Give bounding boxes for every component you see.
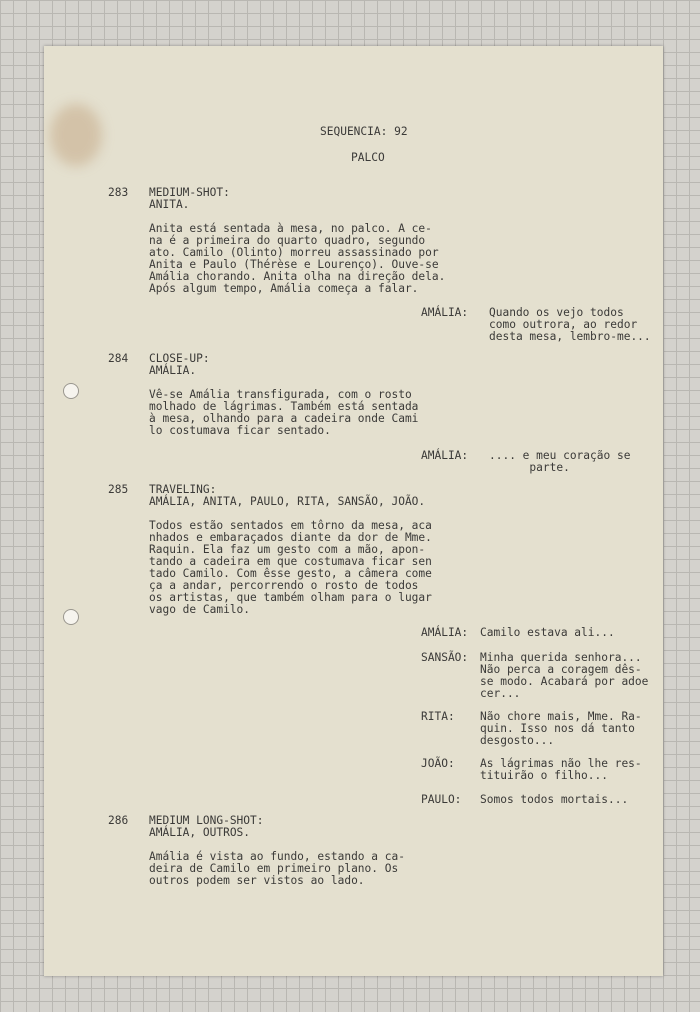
shot-type: CLOSE-UP: (149, 352, 210, 365)
scene-number: 284 (108, 352, 129, 365)
dialogue-speaker: AMÁLIA: (421, 626, 469, 639)
dialogue-speaker: AMÁLIA: (421, 306, 469, 319)
action-line: vago de Camilo. (149, 603, 251, 616)
dialogue-line: Não chore mais, Mme. Ra- (480, 710, 642, 723)
action-line: outros podem ser vistos ao lado. (149, 874, 365, 887)
action-line: ato. Camilo (Olinto) morreu assassinado por (149, 246, 439, 259)
shot-type: TRAVELING: (149, 483, 217, 496)
action-line: Após algum tempo, Amália começa a falar. (149, 282, 419, 295)
action-line: Anita está sentada à mesa, no palco. A ce- (149, 222, 432, 235)
dialogue-line: Minha querida senhora... (480, 651, 642, 664)
action-line: Todos estão sentados em tôrno da mesa, aca (149, 519, 432, 532)
scene-number: 283 (108, 186, 129, 199)
action-line: deira de Camilo em primeiro plano. Os (149, 862, 399, 875)
action-line: nhados e embaraçados diante da dor de Mme. (149, 531, 432, 544)
dialogue-line: como outrora, ao redor (489, 318, 638, 331)
action-line: molhado de lágrimas. Também está sentada (149, 400, 419, 413)
action-line: Amália é vista ao fundo, estando a ca- (149, 850, 405, 863)
action-line: os artistas, que também olham para o lugar (149, 591, 432, 604)
dialogue-line: Não perca a coragem dês- (480, 663, 642, 676)
dialogue-line: cer... (480, 687, 521, 700)
action-line: Vê-se Amália transfigurada, com o rosto (149, 388, 412, 401)
shot-type: MEDIUM LONG-SHOT: (149, 814, 264, 827)
dialogue-speaker: RITA: (421, 710, 455, 723)
shot-type: MEDIUM-SHOT: (149, 186, 230, 199)
dialogue-line: quin. Isso nos dá tanto (480, 722, 635, 735)
scene-characters: AMÁLIA, OUTROS. (149, 826, 251, 839)
paper-stain (50, 104, 102, 166)
sequence-heading: SEQUENCIA: 92 (320, 125, 408, 138)
dialogue-line: se modo. Acabará por adoe (480, 675, 649, 688)
action-line: tando a cadeira em que costumava ficar sen (149, 555, 432, 568)
dialogue-line: parte. (489, 461, 570, 474)
scene-number: 285 (108, 483, 129, 496)
action-line: Raquin. Ela faz um gesto com a mão, apon- (149, 543, 426, 556)
action-line: à mesa, olhando para a cadeira onde Cami (149, 412, 419, 425)
dialogue-speaker: AMÁLIA: (421, 449, 469, 462)
action-line: Anita e Paulo (Thérèse e Lourenço). Ouve-se (149, 258, 439, 271)
typewritten-page (44, 46, 663, 976)
dialogue-line: tituirão o filho... (480, 769, 608, 782)
dialogue-line: desta mesa, lembro-me... (489, 330, 651, 343)
dialogue-line: Quando os vejo todos (489, 306, 624, 319)
action-line: lo costumava ficar sentado. (149, 424, 331, 437)
action-line: na é a primeira do quarto quadro, segundo (149, 234, 426, 247)
scene-characters: AMÁLIA. (149, 364, 197, 377)
dialogue-line: As lágrimas não lhe res- (480, 757, 642, 770)
dialogue-line: Somos todos mortais... (480, 793, 629, 806)
punch-hole-bottom (63, 609, 79, 625)
action-line: Amália chorando. Anita olha na direção dela. (149, 270, 446, 283)
location-heading: PALCO (351, 151, 385, 164)
action-line: ça a andar, percorrendo o rosto de todos (149, 579, 419, 592)
action-line: tado Camilo. Com êsse gesto, a câmera come (149, 567, 432, 580)
dialogue-line: .... e meu coração se (489, 449, 631, 462)
punch-hole-top (63, 383, 79, 399)
dialogue-line: Camilo estava ali... (480, 626, 615, 639)
dialogue-speaker: SANSÃO: (421, 651, 469, 664)
scene-characters: ANITA. (149, 198, 190, 211)
scene-characters: AMÁLIA, ANITA, PAULO, RITA, SANSÃO, JOÃO. (149, 495, 426, 508)
scene-number: 286 (108, 814, 129, 827)
dialogue-speaker: JOÃO: (421, 757, 455, 770)
dialogue-speaker: PAULO: (421, 793, 462, 806)
dialogue-line: desgosto... (480, 734, 555, 747)
